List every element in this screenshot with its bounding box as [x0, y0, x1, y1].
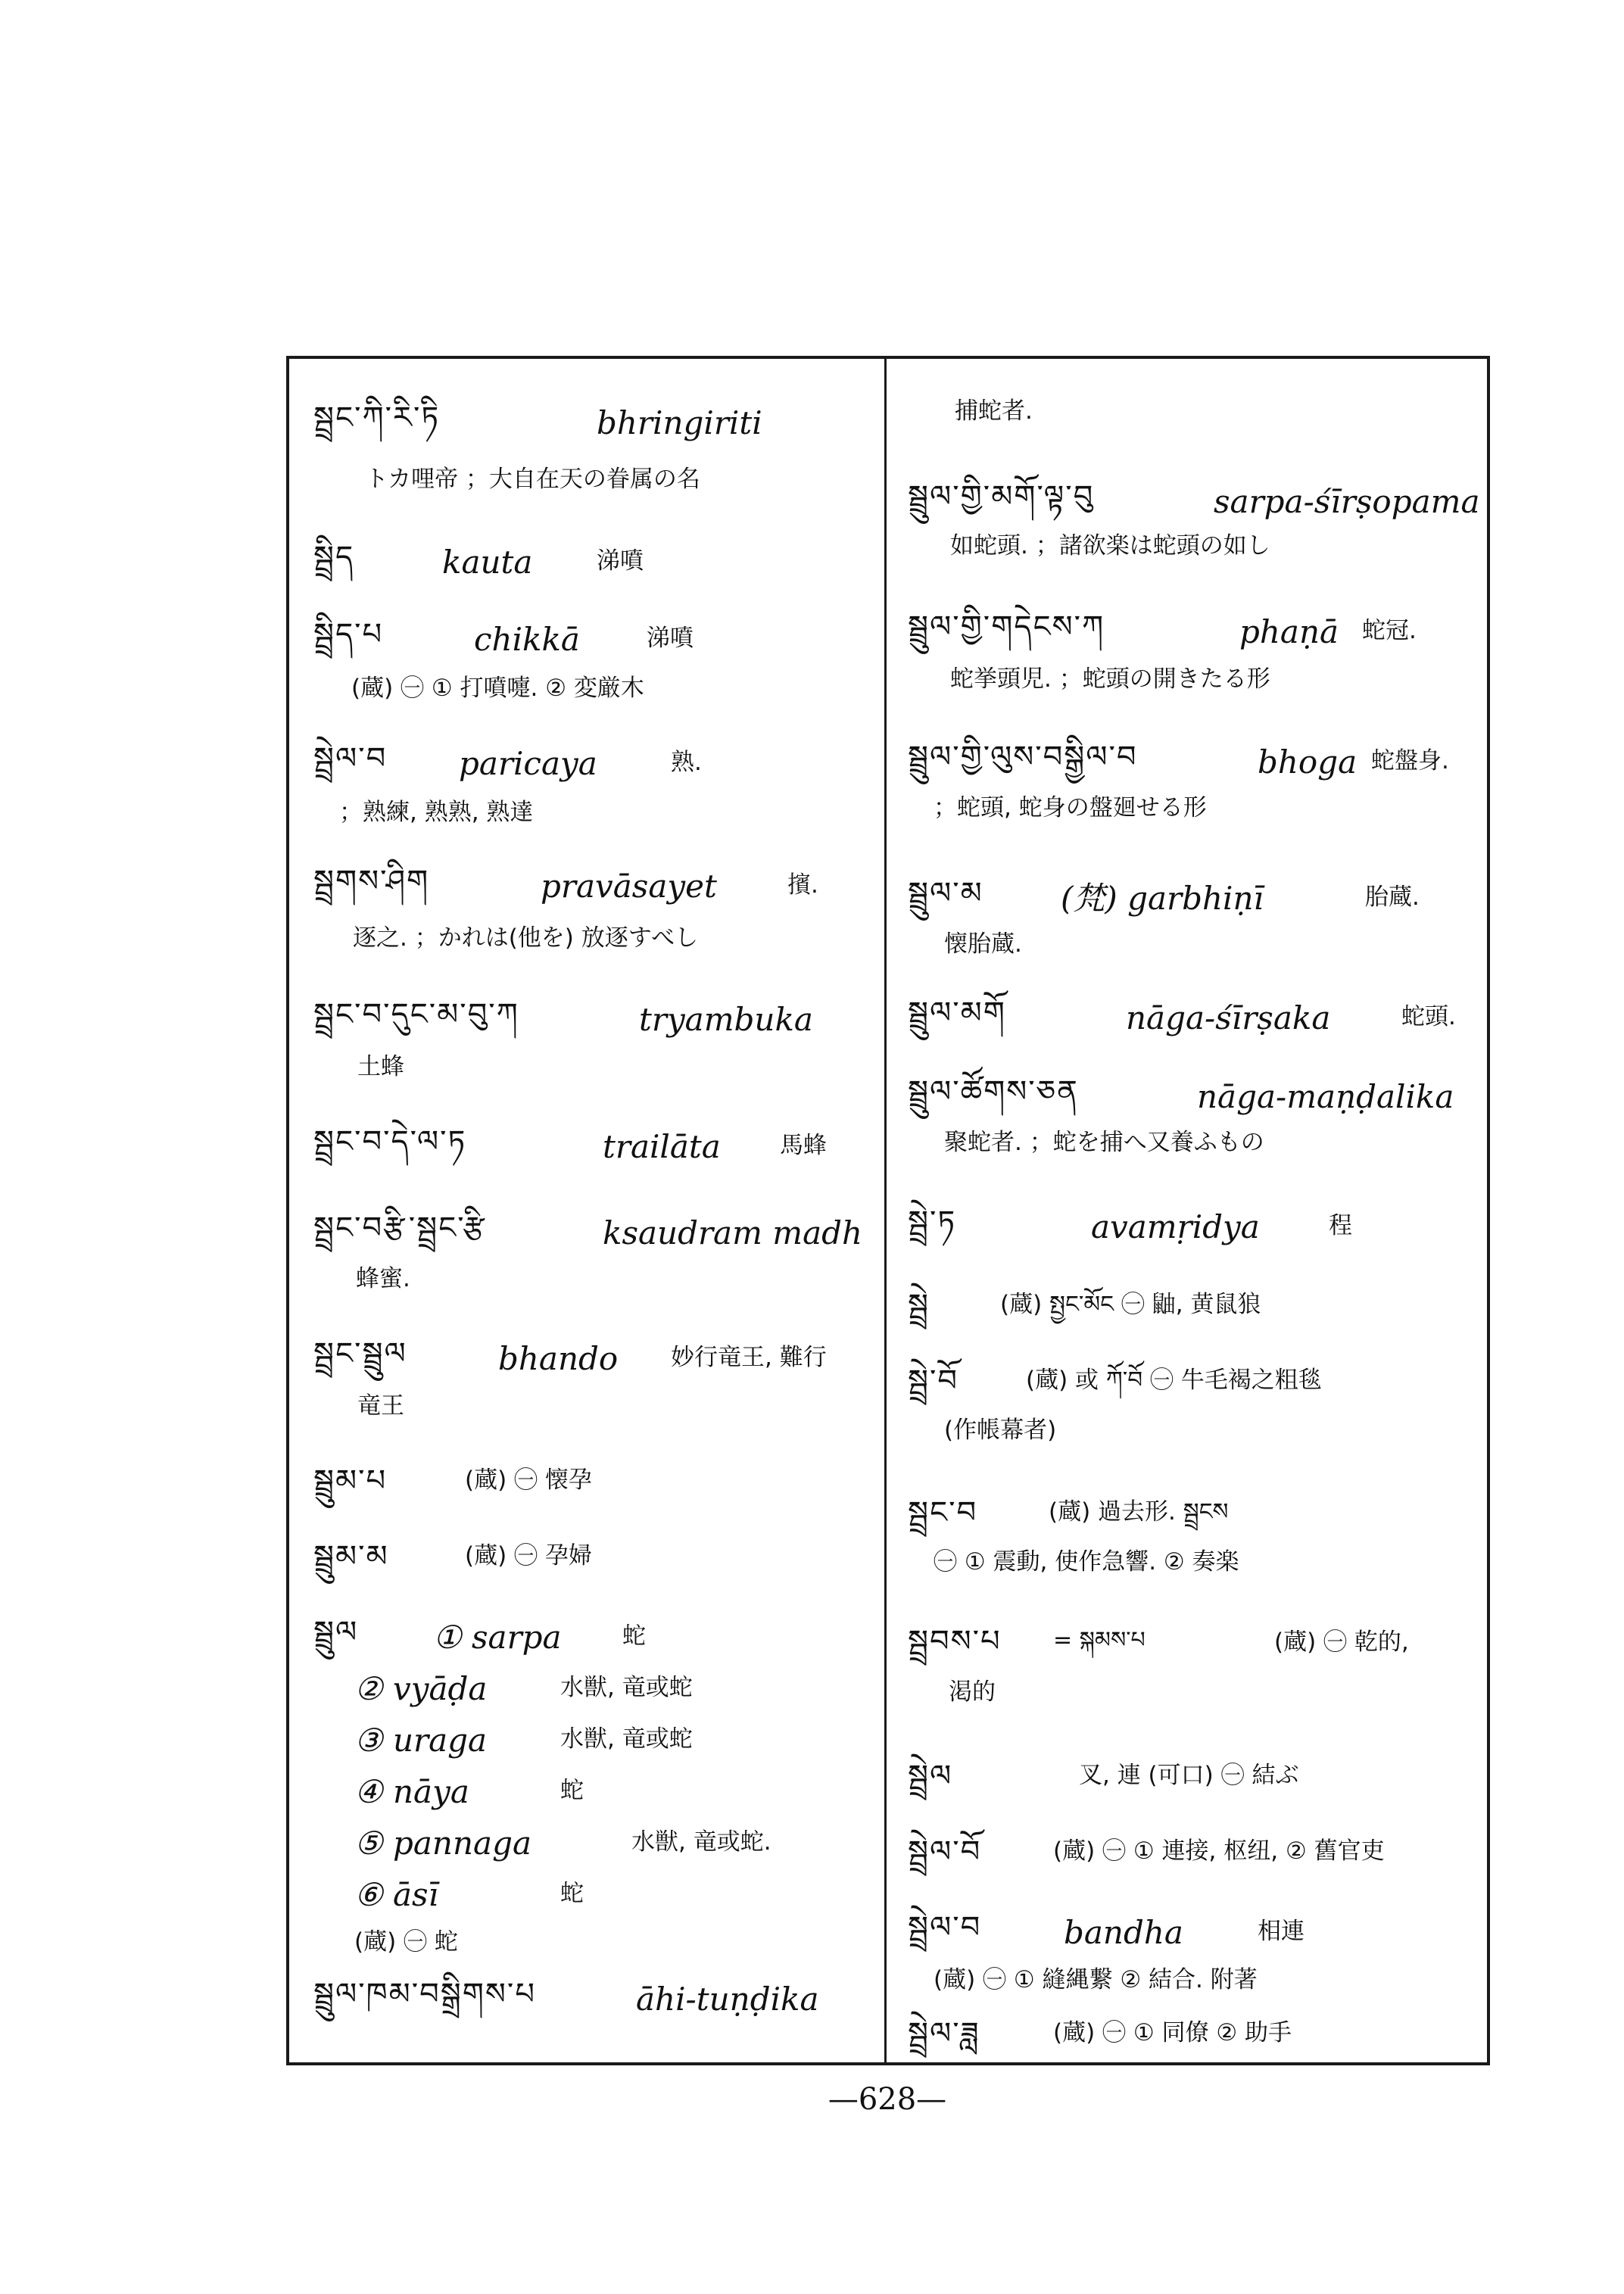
entry-gloss: (蔵) ㊀ 乾的, — [1274, 1629, 1409, 1656]
entry-tibetan: སྦྲུལ་ཚོགས་ཅན — [908, 1074, 1079, 1109]
entry-sanskrit: avamṛidya — [1091, 1208, 1260, 1245]
entry-gloss: 水獣, 竜或蛇 — [560, 1725, 693, 1753]
entry-gloss: 涕噴 — [597, 547, 644, 575]
entry-tibetan: སྦྲེ — [908, 1288, 930, 1323]
entry-tibetan: སྦྲང་བ་དེ་ལ་ཏ — [313, 1124, 467, 1159]
entry-sanskrit: ④ nāya — [354, 1773, 469, 1810]
entry-gloss: 蛇 — [622, 1622, 646, 1650]
entry-gloss: (蔵) ㊀ 孕婦 — [465, 1542, 592, 1569]
entry-tibetan: སྦྲང་སྦྲུལ — [313, 1336, 407, 1371]
entry-sanskrit: ⑥ āsī — [354, 1876, 439, 1913]
entry-tibetan: སྦྲུལ་གྱི་གདེངས་ཀ — [908, 609, 1105, 644]
entry-gloss: (蔵) ㊀ 懐孕 — [465, 1466, 592, 1494]
entry-gloss: 水獣, 竜或蛇 — [560, 1674, 693, 1701]
entry-gloss: 胎蔵. — [1365, 884, 1420, 911]
entry-gloss: 水獣, 竜或蛇. — [631, 1828, 771, 1856]
entry-gloss: (作帳幕者) — [944, 1417, 1057, 1444]
entry-gloss: 妙行竜王, 難行 — [671, 1344, 827, 1371]
entry-gloss: 蛇頭. — [1401, 1003, 1456, 1030]
entry-sanskrit: (梵) garbhiṇī — [1061, 880, 1264, 917]
entry-gloss: (蔵) ㊀ ① 縫縄繋 ② 結合. 附著 — [934, 1966, 1258, 1993]
entry-gloss: ㊀ ① 震動, 使作急響. ② 奏楽 — [934, 1548, 1239, 1576]
entry-sanskrit: tryambuka — [639, 1001, 813, 1038]
entry-sanskrit: ② vyāḍa — [354, 1670, 488, 1707]
entry-sanskrit: nāga-maṇḍalika — [1197, 1078, 1454, 1115]
entry-gloss: 蛇 — [560, 1777, 584, 1804]
entry-sanskrit: ksaudram madh — [603, 1214, 863, 1251]
entry-tibetan: སྦྲེལ་བ — [908, 1910, 982, 1945]
entry-gloss: ；熟練, 熟熟, 熟達 — [339, 799, 534, 826]
entry-tibetan: སྦྲེལ་ཟླ — [908, 2016, 980, 2051]
right-column — [887, 356, 1490, 2065]
entry-tibetan: སྦྲེལ — [908, 1759, 953, 1794]
entry-gloss: 竜王 — [357, 1392, 404, 1420]
entry-gloss: 熟. — [671, 749, 702, 776]
entry-gloss: 蛇盤身. — [1371, 747, 1449, 775]
entry-tibetan: སྦྲུམ་མ — [313, 1539, 389, 1574]
entry-tibetan: སྦྲུལ་གྱི་ལུས་བསྒྱིལ་བ — [908, 740, 1138, 775]
entry-gloss: (蔵) ㊀ 蛇 — [354, 1928, 458, 1956]
entry-tibetan: སྦྲང་བརྩི་སྦྲང་རྩི — [313, 1211, 486, 1245]
entry-sanskrit: chikkā — [474, 621, 580, 658]
entry-sanskrit: kauta — [442, 544, 533, 581]
entry-tibetan: སྦྲུལ་ཁམ་བསྒྲིགས་པ — [313, 1977, 536, 2012]
entry-sanskrit: bandha — [1064, 1914, 1183, 1951]
entry-tibetan: སྦྲེལ་བོ — [908, 1834, 982, 1869]
entry-sanskrit: nāga-śīrṣaka — [1126, 999, 1331, 1036]
entry-tibetan: སྦྲང་བ་དུང་མ་བུ་ཀ — [313, 997, 519, 1032]
entry-gloss: (蔵) ㊀ ① 打噴嚏. ② 変厳木 — [351, 675, 644, 702]
page-number: —628— — [828, 2082, 947, 2117]
entry-gloss: 擯. — [787, 871, 818, 899]
entry-gloss: 聚蛇者. ；蛇を捕へ又養ふもの — [944, 1129, 1264, 1156]
entry-gloss: 蛇 — [560, 1880, 584, 1907]
entry-gloss: (蔵) ㊀ ① 連接, 枢纽, ② 舊官吏 — [1053, 1837, 1385, 1865]
entry-tibetan: སྦྲེ་ཏ — [908, 1205, 957, 1239]
entry-sanskrit: ⑤ pannaga — [354, 1825, 531, 1862]
entry-gloss: 捕蛇者. — [955, 397, 1033, 425]
entry-gloss: (蔵) ㊀ ① 同僚 ② 助手 — [1053, 2019, 1292, 2046]
entry-tibetan: སྦྲབས་པ — [908, 1624, 1002, 1659]
entry-tibetan: སྦྲུལ — [313, 1615, 359, 1650]
entry-sanskrit: pravāsayet — [541, 868, 717, 905]
entry-gloss: ；蛇頭, 蛇身の盤廻せる形 — [934, 794, 1207, 821]
entry-sanskrit: phaṇā — [1239, 613, 1339, 650]
entry-sanskrit: sarpa-śīrṣopama — [1214, 483, 1480, 520]
entry-gloss: 土蜂 — [357, 1053, 404, 1080]
entry-gloss: 蛇挙頭児. ；蛇頭の開きたる形 — [950, 665, 1270, 693]
entry-tibetan: སྦྲེ་བོ — [908, 1364, 959, 1398]
entry-tibetan: སྦྲུལ་གྱི་མགོ་ལྟ་བུ — [908, 479, 1095, 514]
entry-tibetan: སྦྲུམ་པ — [313, 1463, 388, 1498]
entry-sanskrit: bhringiriti — [597, 404, 762, 441]
entry-sanskrit: ③ uraga — [354, 1722, 488, 1759]
entry-gloss: 逐之. ；かれは(他を) 放逐すべし — [353, 924, 699, 952]
entry-gloss: 程 — [1329, 1212, 1352, 1239]
entry-gloss: 馬蜂 — [780, 1132, 827, 1159]
entry-gloss: (蔵) 或 ཀོ་བོ ㊀ 牛毛褐之粗毯 — [1026, 1367, 1322, 1394]
entry-sanskrit: āhi-tuṇḍika — [636, 1981, 819, 2018]
entry-tibetan: སྦྲང་བ — [908, 1495, 978, 1530]
equivalent-form: = སྐམས་པ — [1053, 1627, 1146, 1653]
entry-tibetan: སྦྲུལ་མགོ — [908, 996, 1006, 1030]
entry-tibetan: སྦྲིད — [313, 540, 355, 575]
entry-gloss: 渇的 — [949, 1678, 996, 1706]
entry-tibetan: སྦྲིད་པ — [313, 617, 384, 652]
entry-tibetan: སྦྲགས་ཤིག — [313, 864, 430, 899]
entry-gloss: トカ哩帝 ；大自在天の眷属の名 — [365, 466, 700, 493]
entry-sanskrit: paricaya — [459, 745, 597, 782]
entry-gloss: 相連 — [1258, 1918, 1304, 1945]
entry-gloss: 如蛇頭. ；諸欲楽は蛇頭の如し — [950, 532, 1270, 559]
entry-gloss: (蔵) 過去形. སྦྲངས — [1049, 1498, 1229, 1526]
entry-sanskrit: bhoga — [1258, 743, 1357, 781]
entry-tibetan: སྦྲང་ཀི་རི་ཏི — [313, 401, 441, 435]
entry-gloss: (蔵) སྤྱང་མོང ㊀ 鼬, 黄鼠狼 — [1000, 1291, 1261, 1318]
entry-gloss: 涕噴 — [647, 625, 694, 652]
left-column — [286, 356, 886, 2065]
entry-sanskrit: trailāta — [603, 1128, 721, 1165]
entry-sanskrit: ① sarpa — [433, 1619, 562, 1656]
entry-gloss: 懐胎蔵. — [944, 930, 1022, 958]
entry-tibetan: སྦྲུལ་མ — [908, 876, 983, 911]
entry-sanskrit: bhando — [498, 1340, 619, 1377]
entry-gloss: 蛇冠. — [1362, 617, 1417, 644]
entry-gloss: 蜂蜜. — [356, 1265, 410, 1292]
entry-tibetan: སྦྲེལ་བ — [313, 741, 388, 776]
entry-gloss: 叉, 連 (可口) ㊀ 結ぶ — [1079, 1762, 1299, 1789]
